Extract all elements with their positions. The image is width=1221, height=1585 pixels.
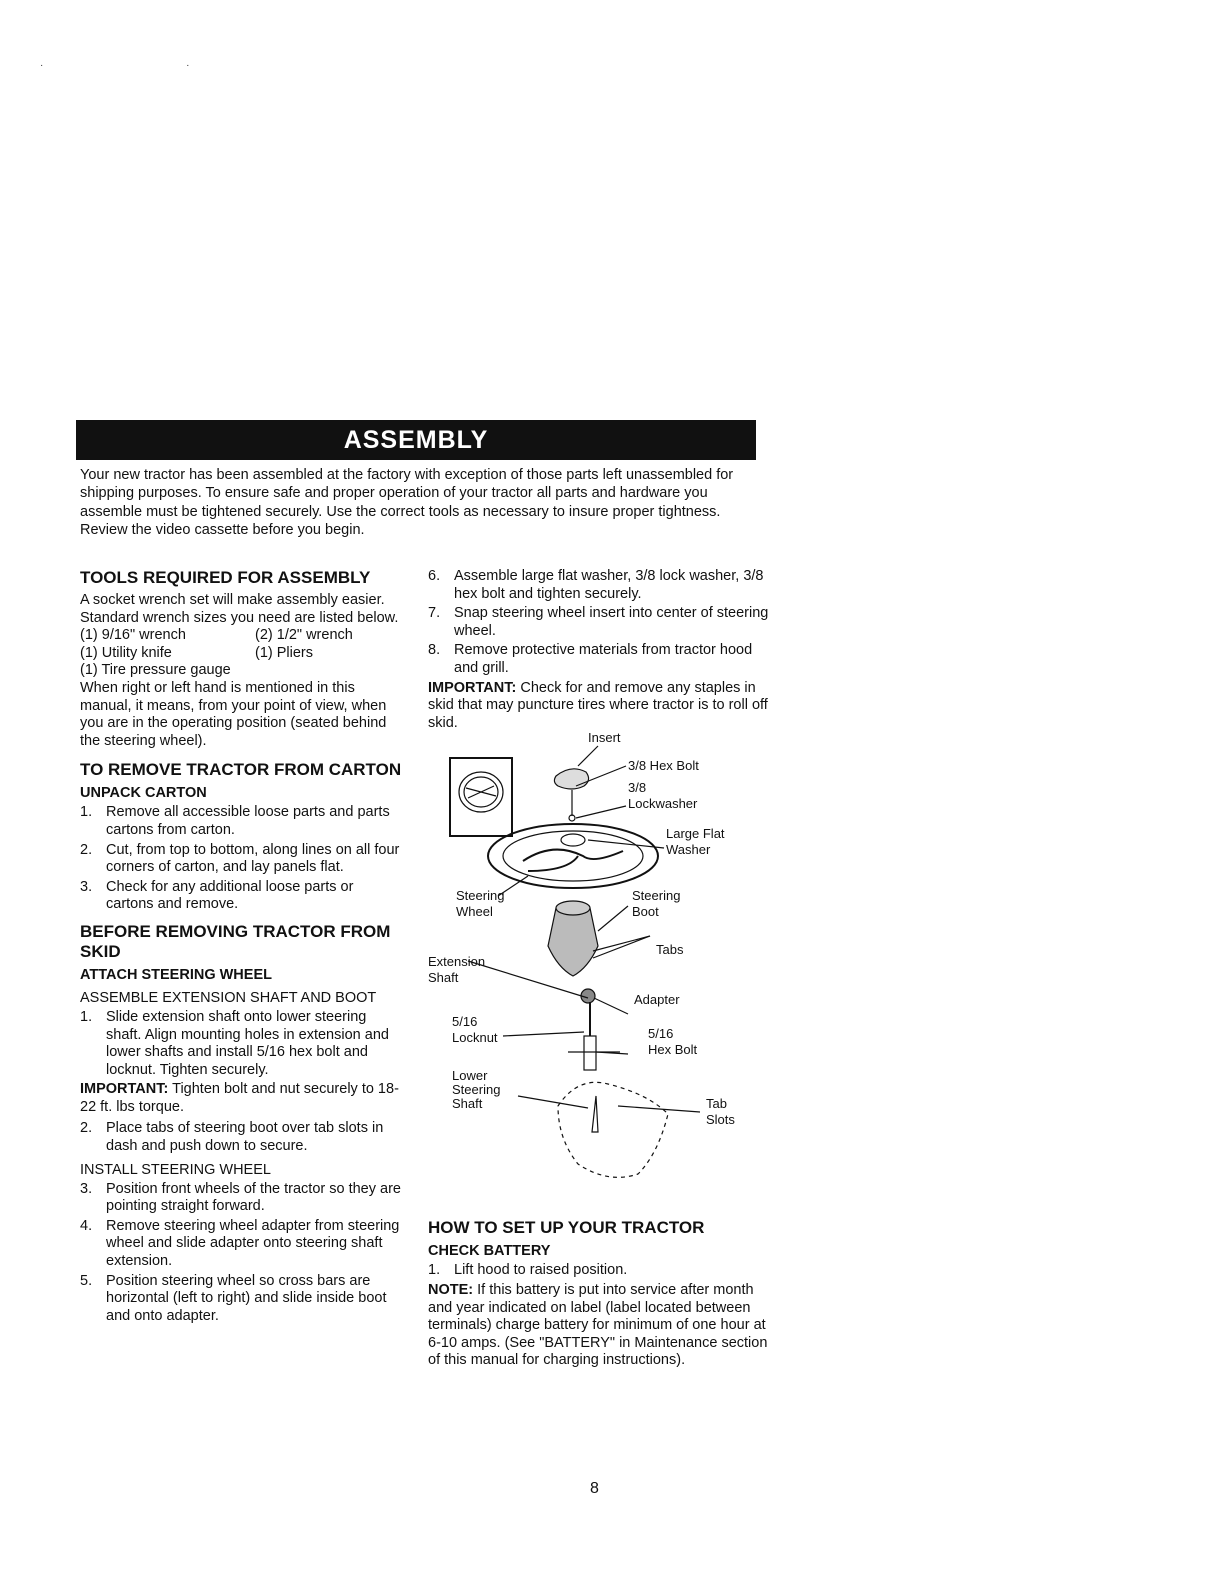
list-item: 3. Check for any additional loose parts or cartons and remove.	[80, 878, 354, 913]
important-torque: IMPORTANT: Tighten bolt and nut securely to 18-22 ft. lbs torque.	[80, 1081, 399, 1115]
tool-item: (1) 9/16" wrench	[80, 627, 186, 644]
label-hex-bolt-38: 3/8 Hex Bolt	[628, 758, 699, 774]
tool-item: (2) 1/2" wrench	[255, 627, 353, 644]
label-lower-c: Shaft	[452, 1096, 483, 1112]
install-steps	[80, 1181, 405, 1326]
setup-heading: HOW TO SET UP YOUR TRACTOR	[428, 1218, 705, 1238]
battery-note: NOTE: If this battery is put into service after month and year indicated on label (label located between terminals) charge battery for minimum of one hour at 6-10 amps. (See "BATTERY" in Maintenance section of this manual for charging instructions).	[428, 1281, 768, 1369]
attach-subheading: ATTACH STEERING WHEEL	[80, 966, 272, 983]
label-steering-boot-b: Boot	[632, 904, 659, 920]
label-large-flat: Large Flat	[666, 826, 725, 842]
tool-item: (1) Tire pressure gauge	[80, 662, 231, 679]
label-hex-bolt-516-a: 5/16	[648, 1026, 674, 1042]
unpack-steps	[80, 804, 405, 914]
tool-item: (1) Utility knife	[80, 644, 172, 661]
right-column	[428, 568, 773, 1374]
scan-specks: · ·	[40, 60, 260, 71]
label-hex-bolt-516-b: Hex Bolt	[648, 1042, 698, 1058]
assemble-heading: ASSEMBLE EXTENSION SHAFT AND BOOT	[80, 989, 377, 1006]
important-staples: IMPORTANT: Check for and remove any staples in skid that may puncture tires where tractor is to roll off skid.	[428, 679, 768, 731]
hand-note: When right or left hand is mentioned in this manual, it means, from your point of view, when you are in the operating position (seated behind the steering wheel).	[80, 679, 387, 749]
left-column	[80, 568, 405, 1327]
label-washer: Washer	[666, 842, 711, 858]
tools-list	[80, 627, 405, 662]
list-item: 2. Place tabs of steering boot over tab slots in dash and push down to secure.	[80, 1120, 384, 1155]
label-extension-b: Shaft	[428, 970, 459, 986]
wheel-steps	[428, 568, 773, 678]
list-item: 1. Lift hood to raised position.	[428, 1262, 628, 1279]
label-adapter: Adapter	[634, 992, 680, 1008]
section-title: ASSEMBLY	[343, 426, 489, 454]
list-item: 6. Assemble large flat washer, 3/8 lock washer, 3/8 hex bolt and tighten securely.	[428, 568, 764, 602]
remove-heading: TO REMOVE TRACTOR FROM CARTON	[80, 760, 402, 780]
label-lockwasher: Lockwasher	[628, 796, 698, 812]
tool-item: (1) Pliers	[255, 644, 314, 661]
battery-subheading: CHECK BATTERY	[428, 1243, 551, 1260]
list-item: 1. Slide extension shaft onto lower steering shaft. Align mounting holes in extension and lower shafts and install 5/16 hex bolt and locknut. Tighten securely.	[80, 1008, 389, 1078]
list-item: 3. Position front wheels of the tractor so they are pointing straight forward.	[80, 1180, 401, 1215]
list-item: 5. Position steering wheel so cross bars are horizontal (left to right) and slide inside boot and onto adapter.	[80, 1272, 387, 1324]
steering-assembly-diagram	[428, 730, 773, 1196]
label-steering-wheel-b: Wheel	[456, 904, 493, 920]
list-item: 7. Snap steering wheel insert into center of steering wheel.	[428, 605, 769, 639]
label-tabs: Tabs	[656, 942, 684, 958]
tab-slots-outline	[558, 1083, 668, 1178]
label-lower-a: Lower	[452, 1068, 488, 1084]
list-item: 2. Cut, from top to bottom, along lines on all four corners of carton, and lay panels flat.	[80, 841, 400, 876]
label-steering-wheel-a: Steering	[456, 888, 505, 904]
list-item: 1. Remove all accessible loose parts and parts cartons from carton.	[80, 804, 390, 838]
tools-heading: TOOLS REQUIRED FOR ASSEMBLY	[80, 568, 371, 587]
label-insert: Insert	[588, 730, 621, 746]
before-heading: BEFORE REMOVING TRACTOR FROM SKID	[80, 921, 391, 961]
tools-text: A socket wrench set will make assembly easier. Standard wrench sizes you need are listed below.	[80, 592, 399, 626]
label-locknut-516-b: Locknut	[452, 1030, 498, 1046]
list-item: 4. Remove steering wheel adapter from steering wheel and slide adapter onto steering shaft extension.	[80, 1217, 400, 1270]
unpack-subheading: UNPACK CARTON	[80, 785, 207, 802]
label-extension-a: Extension	[428, 954, 486, 970]
large-flat-washer	[561, 834, 585, 846]
label-tab-slots-b: Slots	[706, 1112, 735, 1128]
section-banner	[76, 420, 756, 460]
label-lock-38: 3/8	[628, 780, 647, 796]
label-steering-boot-a: Steering	[632, 888, 681, 904]
assemble-steps-2	[80, 1120, 405, 1155]
assemble-steps	[80, 1009, 405, 1079]
battery-steps	[428, 1262, 773, 1280]
label-lower-b: Steering	[452, 1082, 501, 1098]
page-number: 8	[590, 1480, 599, 1497]
install-heading: INSTALL STEERING WHEEL	[80, 1161, 271, 1178]
label-tab-slots-a: Tab	[706, 1096, 727, 1112]
insert-cap	[554, 769, 588, 789]
lower-steering-shaft	[592, 1096, 598, 1132]
label-locknut-516-a: 5/16	[452, 1014, 478, 1030]
intro-paragraph: Your new tractor has been assembled at the factory with exception of those parts left unassembled for shipping purposes. To ensure safe and proper operation of your tractor all parts and hardware you assemble must be tightened securely. Use the correct tools as necessary to insure proper tightness. Review the video cassette before you begin.	[80, 467, 734, 539]
list-item: 8. Remove protective materials from tractor hood and grill.	[428, 642, 753, 676]
